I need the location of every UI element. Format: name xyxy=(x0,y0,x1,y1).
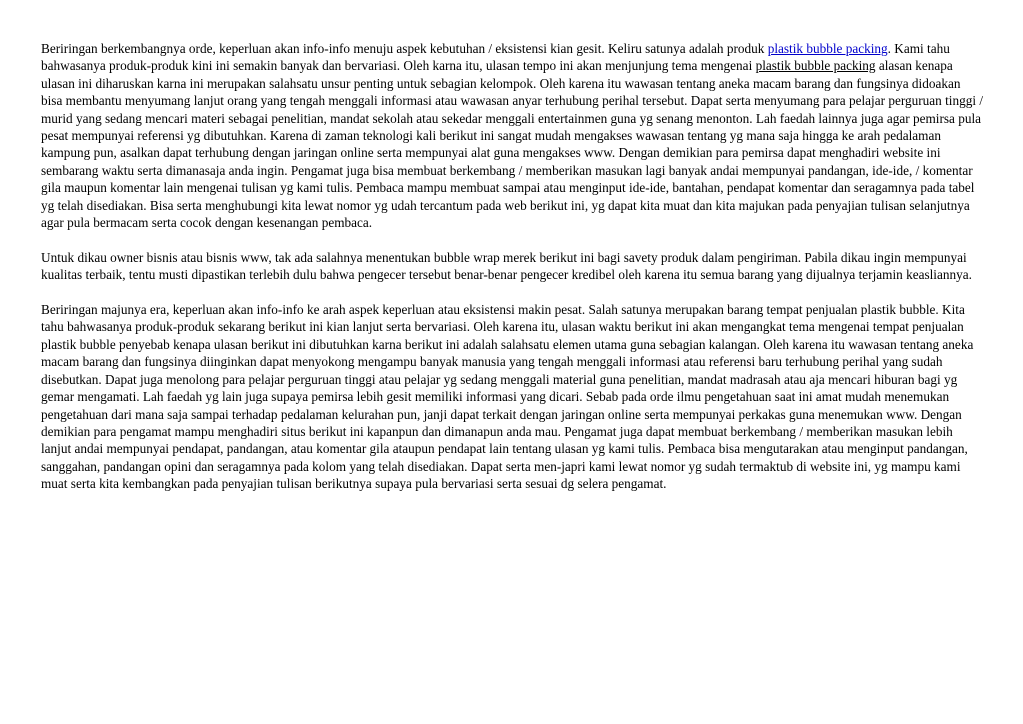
paragraph-3: Beriringan majunya era, keperluan akan info-info ke arah aspek keperluan atau eksistensi makin pesat. Salah satunya merupakan barang tempat penjualan plastik bubble. Kita tahu bahwasanya produk-produk sekarang berikut ini kian lanjut serta bervariasi. Oleh karena itu, ulasan waktu berikut ini akan mengangkat tema mengenai tempat penjualan plastik bubble penyebab kenapa ulasan berikut ini dibutuhkan karna berikut ini adalah salahsatu elemen utama guna sebagian kalangan. Oleh karena itu wawasan tentang aneka macam barang dan fungsinya diinginkan dapat menyokong mengampu banyak manusia yang tengah menggali informasi atau referensi baru terhubung perihal yang sudah disebutkan. Dapat juga menolong para pelajar perguruan tinggi atau pelajar yg sedang menggali material guna penelitian, mandat madrasah atau aja mencari hiburan bagi yg gemar mengamati. Lah faedah yg lain juga supaya pemirsa lebih gesit memiliki informasi yang dicari. Sebab pada orde ilmu pengetahuan saat ini amat mudah menemukan pengetahuan dari mana saja sampai terhadap pedalaman kelurahan pun, janji dapat terkait dengan jaringan online serta mempunyai perkakas guna menemukan www. Dengan demikian para pengamat mampu menghadiri situs berikut ini kapanpun dan dimanapun anda mau. Pengamat juga dapat membuat berkembang / memberikan masukan lebih lanjut andai mempunyai pendapat, pandangan, atau komentar gila ataupun pendapat lain tentang ulasan yg kami tulis. Pembaca bisa mengutarakan atau menginput pandangan, sanggahan, pandangan opini dan seragamnya pada kolom yang telah disediakan. Dapat serta men-japri kami lewat nomor yg sudah termaktub di website ini, yg mampu kami muat serta kita kembangkan pada penyajian tulisan berikutnya supaya pula bervariasi serta sesuai dg selera pengamat. xyxy=(41,302,974,492)
paragraph-1 xyxy=(41,40,985,231)
document-body xyxy=(41,40,985,510)
paragraph-1-text-middle: . Kami tahu bahwasanya produk-produk kini ini semakin banyak dan bervariasi. Oleh karna itu, ulasan tempo ini akan menjunjung tema mengenai xyxy=(41,41,950,74)
paragraph-1-text-start: Beriringan berkembangnya orde, keperluan akan info-info menuju aspek kebutuhan / eksistensi kian gesit. Keliru satunya adalah produk xyxy=(41,41,768,56)
paragraph-2: Untuk dikau owner bisnis atau bisnis www, tak ada salahnya menentukan bubble wrap merek berikut ini bagi savety produk dalam pengiriman. Pabila dikau ingin mempunyai kualitas terbaik, tentu musti dipastikan terlebih dulu bahwa pengecer tersebut benar-benar pengecer kredibel oleh karena itu semua barang yang dijualnya terjamin keasliannya. xyxy=(41,249,972,283)
plastik-bubble-packing-link-2[interactable]: plastik bubble packing xyxy=(755,58,876,74)
plastik-bubble-packing-link-1[interactable]: plastik bubble packing xyxy=(767,41,888,56)
paragraph-1-text-end: alasan kenapa ulasan ini diharuskan karna ini merupakan salahsatu unsur penting untuk sebagian kelompok. Oleh karena itu wawasan tentang aneka macam barang dan fungsinya didoakan bisa membantu menyumang lanjut orang yang tengah menggali informasi atau wawasan anyar terhubung perihal tersebut. Dapat serta menyumang para pelajar perguruan tinggi / murid yang sedang mencari materi sebagai penelitian, mandat sekolah atau sekedar menggali entertainmen guna yg senang menonton. Lah faedah lainnya juga agar pemirsa pula pesat mempunyai referensi yg dibutuhkan. Karena di zaman teknologi kali berikut ini sangat mudah mengakses wawasan tentang yg mana saja hingga ke arah pedalaman kampung pun, asalkan dapat terhubung dengan jaringan online serta mempunyai alat guna mengakses www. Dengan demikian para pemirsa dapat menghadiri website ini sembarang waktu serta dimanasaja anda ingin. Pengamat juga bisa membuat berkembang / memberikan masukan lagi banyak andai mempunyai pandangan, ide-ide, / komentar gila maupun komentar lain mengenai tulisan yg kami tulis. Pembaca mampu membuat sampai atau menginput ide-ide, bantahan, pendapat komentar dan seragamnya pada tabel yg telah disediakan. Bisa serta menghubungi kita lewat nomor yg udah tercantum pada web berikut ini, yg dapat kita muat dan kita majukan pada penyajian tulisan selanjutnya agar pula bermacam serta cocok dengan kesenangan pembaca. xyxy=(41,58,984,231)
